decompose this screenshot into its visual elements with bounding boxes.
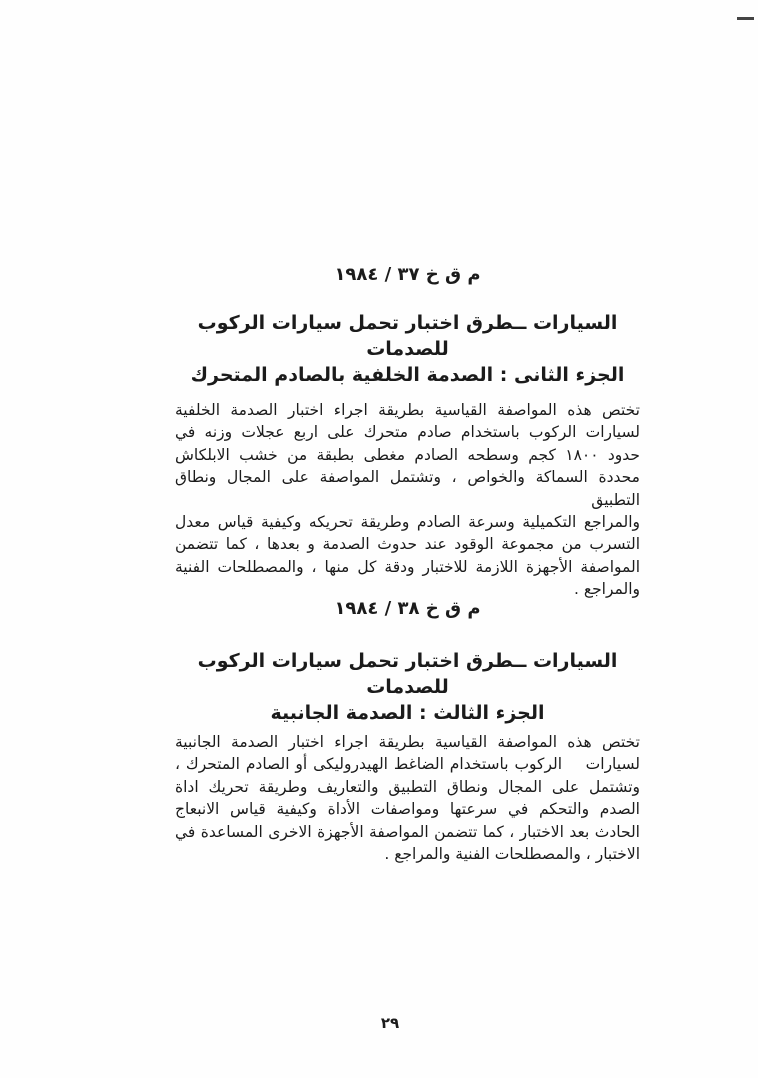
standard-abstract-37 <box>175 399 640 601</box>
abstract-line: محددة السماكة والخواص ، وتشتمل المواصفة على المجال ونطاق التطبيق <box>175 468 640 509</box>
standard-code-37: م ق خ ٣٧ / ١٩٨٤ <box>334 264 481 285</box>
standard-title-line: الجزء الثالث : الصدمة الجانبية <box>270 702 545 724</box>
abstract-line: لسيارات الركوب باستخدام صادم متحرك على اربع عجلات وزنه في <box>175 423 640 442</box>
abstract-line: تختص هذه المواصفة القياسية بطريقة اجراء اختبار الصدمة الجانبية <box>175 733 640 751</box>
standard-title-line: السيارات ــطرق اختبار تحمل سيارات الركوب للصدمات <box>197 650 618 698</box>
page-number: ٢٩ <box>380 1014 400 1032</box>
abstract-line: المواصفة الأجهزة اللازمة للاختبار ودقة كل منها ، والمصطلحات الفنية <box>175 557 640 576</box>
abstract-line: التسرب من مجموعة الوقود عند حدوث الصدمة و بعدها ، كما تتضمن <box>175 535 640 554</box>
standard-code-38: م ق خ ٣٨ / ١٩٨٤ <box>334 598 481 619</box>
standard-title-38 <box>175 648 640 726</box>
standard-abstract-38 <box>175 731 640 865</box>
abstract-line: الحادث بعد الاختبار ، كما تتضمن المواصفة الأجهزة الاخرى المساعدة في <box>175 822 640 841</box>
abstract-line: الاختبار ، والمصطلحات الفنية والمراجع . <box>384 845 640 864</box>
abstract-line: الصدم والتحكم في سرعتها ومواصفات الأداة وكيفية قياس الانبعاج <box>175 800 640 819</box>
standard-title-37 <box>175 310 640 388</box>
abstract-line: وتشتمل على المجال ونطاق التطبيق والتعاريف وطريقة تحريك اداة <box>175 777 640 796</box>
standard-title-line: الجزء الثانى : الصدمة الخلفية بالصادم المتحرك <box>190 364 625 386</box>
abstract-line: تختص هذه المواصفة القياسية بطريقة اجراء اختبار الصدمة الخلفية <box>175 401 640 419</box>
abstract-line: لسيارات الركوب باستخدام الضاغط الهيدروليكى أو الصادم المتحرك ، <box>175 755 640 774</box>
standard-title-line: السيارات ــطرق اختبار تحمل سيارات الركوب للصدمات <box>197 312 618 360</box>
abstract-line: والمراجع التكميلية وسرعة الصادم وطريقة تحريكه وكيفية قياس معدل <box>175 513 640 532</box>
abstract-line: حدود ١٨٠٠ كجم وسطحه الصادم مغطى بطبقة من خشب الابلكاش <box>175 445 640 464</box>
abstract-line: والمراجع . <box>573 580 640 599</box>
corner-dash-mark <box>737 17 754 20</box>
